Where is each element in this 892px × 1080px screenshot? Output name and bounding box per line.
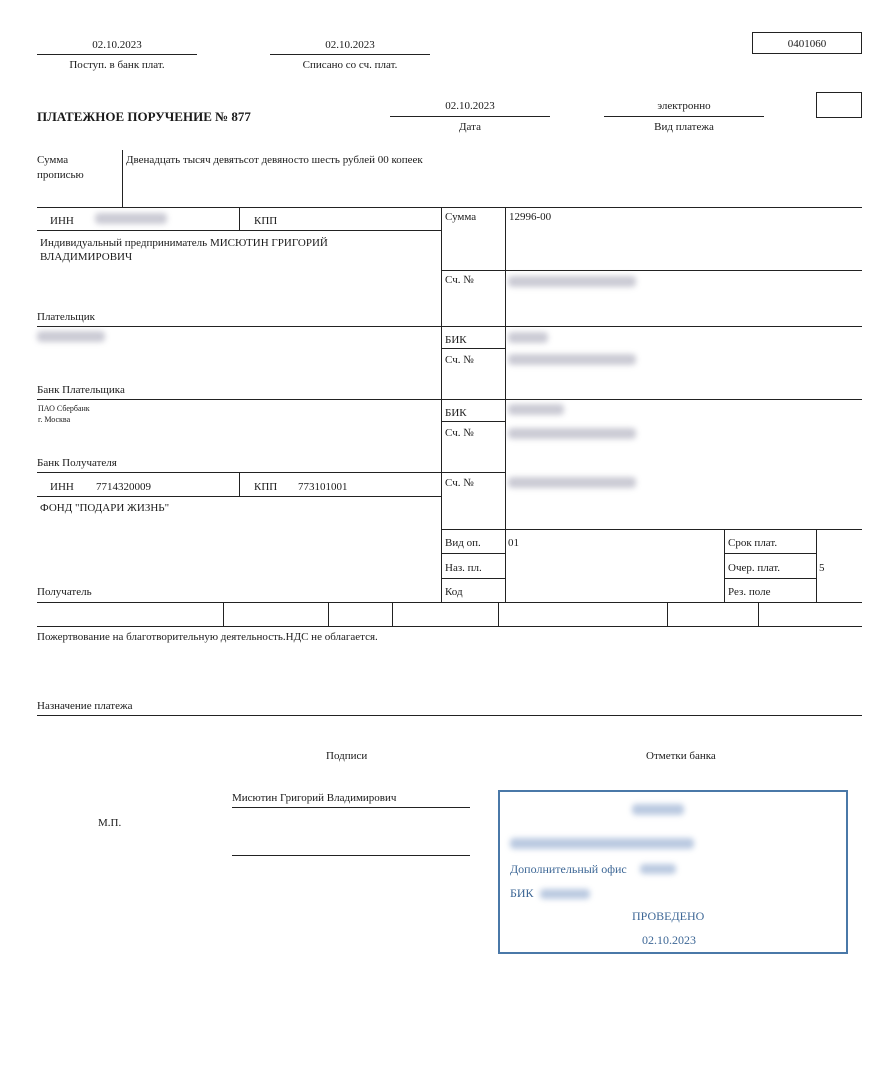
- redacted-payee-account: [508, 477, 636, 488]
- redacted-payee-bik: [508, 404, 564, 415]
- payer-bank-label: Банк Плательщика: [37, 384, 125, 396]
- divider: [239, 472, 240, 496]
- divider: [441, 421, 505, 422]
- signer-name: Мисютин Григорий Владимирович: [232, 792, 397, 804]
- divider: [505, 207, 506, 602]
- purpose-label: Назначение платежа: [37, 700, 133, 712]
- divider: [37, 496, 441, 497]
- divider: [724, 553, 816, 554]
- divider: [441, 553, 505, 554]
- signature-line: [232, 807, 470, 808]
- divider: [37, 230, 441, 231]
- redacted-stamp-bank: [632, 804, 684, 815]
- sum-value: 12996-00: [509, 211, 552, 223]
- payee-bank-bik-label: БИК: [445, 407, 467, 419]
- divider: [392, 602, 393, 626]
- divider: [724, 529, 725, 602]
- purpose-code-label: Наз. пл.: [445, 562, 482, 574]
- divider: [498, 602, 499, 626]
- divider: [37, 54, 197, 55]
- payee-name: ФОНД "ПОДАРИ ЖИЗНЬ": [40, 502, 170, 514]
- divider: [122, 150, 123, 207]
- divider: [441, 348, 505, 349]
- page-title: ПЛАТЕЖНОЕ ПОРУЧЕНИЕ № 877: [37, 109, 251, 124]
- divider: [37, 399, 441, 400]
- divider: [37, 602, 862, 603]
- redacted-stamp-branch: [510, 838, 694, 849]
- form-code: 0401060: [787, 38, 827, 50]
- op-type-value: 01: [508, 537, 519, 549]
- divider: [37, 326, 441, 327]
- payer-inn-label: ИНН: [50, 215, 74, 227]
- divider: [441, 270, 505, 271]
- divider: [667, 602, 668, 626]
- priority-label: Очер. плат.: [728, 562, 781, 574]
- debited-label: Списано со сч. плат.: [302, 59, 398, 71]
- redacted-payee-bank-account: [508, 428, 636, 439]
- redacted-payer-account: [508, 276, 636, 287]
- payer-name-2: ВЛАДИМИРОВИЧ: [40, 251, 133, 263]
- payer-bank-account-label: Сч. №: [445, 354, 474, 366]
- payee-bank-account-label: Сч. №: [445, 427, 474, 439]
- divider: [441, 472, 505, 473]
- empty-field-box: [816, 92, 862, 118]
- divider: [239, 207, 240, 230]
- divider: [505, 270, 862, 271]
- payee-kpp-label: КПП: [254, 481, 278, 493]
- bank-marks-label: Отметки банка: [646, 750, 716, 762]
- divider: [390, 116, 550, 117]
- divider: [37, 626, 862, 627]
- payer-account-label: Сч. №: [445, 274, 474, 286]
- divider: [37, 207, 862, 208]
- redacted-stamp-bik: [540, 889, 590, 899]
- divider: [441, 399, 862, 400]
- divider: [441, 326, 862, 327]
- divider: [758, 602, 759, 626]
- op-type-label: Вид оп.: [445, 537, 481, 549]
- payee-label: Получатель: [37, 586, 92, 598]
- reserve-label: Рез. поле: [728, 586, 771, 598]
- code-label: Код: [445, 586, 463, 598]
- divider: [223, 602, 224, 626]
- divider: [604, 116, 764, 117]
- divider: [328, 602, 329, 626]
- divider: [270, 54, 430, 55]
- mp-label: М.П.: [98, 817, 122, 829]
- due-label: Срок плат.: [728, 537, 778, 549]
- divider: [441, 578, 505, 579]
- signatures-label: Подписи: [326, 750, 368, 762]
- sum-label: Сумма: [445, 211, 477, 223]
- divider: [37, 715, 862, 716]
- payee-inn: 7714320009: [96, 481, 151, 493]
- purpose-text: Пожертвование на благотворительную деятельность.НДС не облагается.: [37, 631, 378, 643]
- redacted-payer-bik: [508, 332, 548, 343]
- payer-name-1: Индивидуальный предприниматель МИСЮТИН ГРИГОРИЙ: [40, 237, 328, 249]
- divider: [441, 529, 862, 530]
- redacted-payer-inn: [95, 213, 167, 224]
- amount-words-label-1: Сумма: [37, 154, 69, 166]
- payer-bank-bik-label: БИК: [445, 334, 467, 346]
- payer-label: Плательщик: [37, 311, 95, 323]
- amount-words-label-2: прописью: [37, 169, 84, 181]
- amount-words: Двенадцать тысяч девятьсот девяносто шесть рублей 00 копеек: [126, 154, 423, 166]
- redacted-payer-bank: [37, 331, 105, 342]
- payee-bank-name-2: г. Москва: [38, 415, 71, 424]
- divider: [724, 578, 816, 579]
- payer-kpp-label: КПП: [254, 215, 278, 227]
- order-date: 02.10.2023: [445, 100, 495, 112]
- stamp-date: 02.10.2023: [642, 933, 696, 947]
- stamp-bik-label: БИК: [510, 886, 534, 900]
- order-date-label: Дата: [459, 121, 481, 133]
- received-label: Поступ. в банк плат.: [69, 59, 165, 71]
- divider: [441, 207, 442, 602]
- payee-account-label: Сч. №: [445, 477, 474, 489]
- signature-line: [232, 855, 470, 856]
- payee-kpp: 773101001: [298, 481, 348, 493]
- stamp-office-label: Дополнительный офис: [510, 862, 627, 876]
- debited-date: 02.10.2023: [325, 39, 375, 51]
- payee-bank-name-1: ПАО Сбербанк: [38, 404, 90, 413]
- payee-inn-label: ИНН: [50, 481, 74, 493]
- payment-type-label: Вид платежа: [654, 121, 714, 133]
- received-date: 02.10.2023: [92, 39, 142, 51]
- divider: [816, 529, 817, 602]
- redacted-payer-bank-account: [508, 354, 636, 365]
- priority-value: 5: [819, 562, 825, 574]
- payee-bank-label: Банк Получателя: [37, 457, 117, 469]
- stamp-status: ПРОВЕДЕНО: [632, 909, 705, 923]
- redacted-stamp-office: [640, 864, 676, 874]
- payment-type: электронно: [657, 100, 711, 112]
